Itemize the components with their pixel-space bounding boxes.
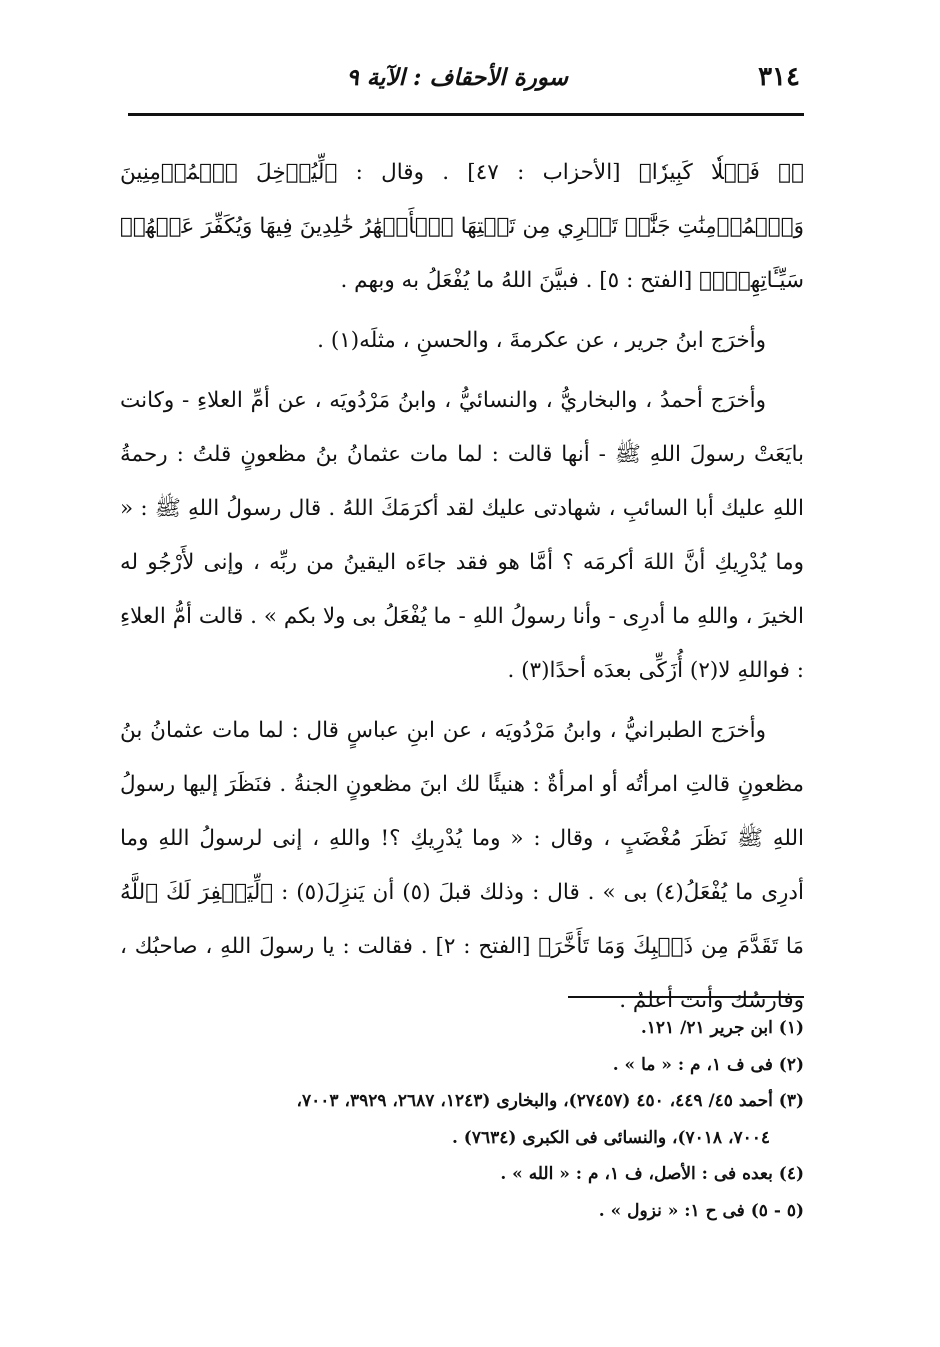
- footnote-3-line-2: ٧٠٠٤، ٧٠١٨)، والنسائى فى الكبرى (٧٦٣٤) .: [451, 1127, 770, 1148]
- paragraph-1: ﷲِ فَضۡلٗا كَبِيرٗا﴾ [الأحزاب : ٤٧] . وقال : ﴿لِّيُدۡخِلَ ٱلۡمُؤۡمِنِينَ وَٱلۡمُؤۡمِنَٰتِ جَنَّٰتٖ تَجۡرِي مِن تَحۡتِهَا ٱلۡأَنۡهَٰرُ خَٰلِدِينَ فِيهَا وَيُكَفِّرَ عَنۡهُمۡ سَيِّـَٔاتِهِمۡۚ﴾ [الفتح : ٥] . فبيَّنَ اللهُ ما يُفْعَلُ به وبهم .: [120, 160, 804, 293]
- paragraph-3: وأخرَج أحمدُ ، والبخاريُّ ، والنسائيُّ ، وابنُ مَرْدُويَه ، عن أمِّ العلاءِ - وكانت بايَعَتْ رسولَ اللهِ ﷺ - أنها قالت : لما مات عثمانُ بنُ مظعونٍ قلتُ : رحمةُ اللهِ عليك أبا السائبِ ، شهادتى عليك لقد أكرَمَكَ اللهُ . قال رسولُ اللهِ ﷺ : « وما يُدْرِيكِ أنَّ اللهَ أكرمَه ؟ أمَّا هو فقد جاءَه اليقينُ من ربِّه ، وإنى لأَرْجُو له الخيرَ ، واللهِ ما أدرِى - وأنا رسولُ اللهِ - ما يُفْعَلُ بى ولا بكم » . قالت أمُّ العلاءِ : فواللهِ لا(٢) أُزَكِّى بعدَه أحدًا(٣) .: [120, 388, 804, 683]
- main-text: [120, 146, 804, 1034]
- page-number: ٣١٤: [758, 62, 800, 92]
- footnote-1: (١) ابن جرير ٢١/ ١٢١.: [640, 1018, 804, 1038]
- footnote-3: [120, 1083, 804, 1156]
- header-rule: [128, 113, 804, 116]
- footnote-3-line-1: (٣) أحمد ٤٥/ ٤٤٩، ٤٥٠ (٢٧٤٥٧)، والبخارى (١٢٤٣، ٢٦٨٧، ٣٩٢٩، ٧٠٠٣،: [296, 1091, 804, 1111]
- paragraph-4: وأخرَج الطبرانيُّ ، وابنُ مَرْدُويَه ، عن ابنِ عباسٍ قال : لما مات عثمانُ بنُ مظعونٍ قالتِ امرأتُه أو امرأةٌ : هنيئًا لك ابنَ مظعونٍ الجنةُ . فنَظَرَ إليها رسولُ اللهِ ﷺ نَظَرَ مُغْضَبٍ ، وقال : « وما يُدْرِيكِ ؟! واللهِ ، إنى لرسولُ اللهِ وما أدرِى ما يُفْعَلُ(٤) بى » . قال : وذلك قبلَ (٥) أن يَنزِلَ(٥) : ﴿لِّيَغۡفِرَ لَكَ ٱللَّهُ مَا تَقَدَّمَ مِن ذَنۢبِكَ وَمَا تَأَخَّرَ﴾ [الفتح : ٢] . فقالت : يا رسولَ اللهِ ، صاحبُك ، وفارسُك وأنت أعلمُ .: [120, 718, 804, 1013]
- footnote-2: (٢) فى ف ١، م : « ما » .: [612, 1054, 804, 1075]
- running-title: سورة الأحقاف : الآية ٩: [346, 64, 568, 91]
- footnote-4: (٤) بعده فى : الأصل، ف ١، م : « الله » .: [500, 1164, 804, 1184]
- footnote-5: (٥ - ٥) فى ح ١: « نزول » .: [598, 1200, 804, 1221]
- footnotes: [120, 1010, 804, 1229]
- page-header: [128, 56, 804, 102]
- footnote-rule: [568, 996, 804, 998]
- paragraph-2: وأخرَج ابنُ جرير ، عن عكرمةَ ، والحسنِ ، مثلَه(١) .: [317, 328, 766, 353]
